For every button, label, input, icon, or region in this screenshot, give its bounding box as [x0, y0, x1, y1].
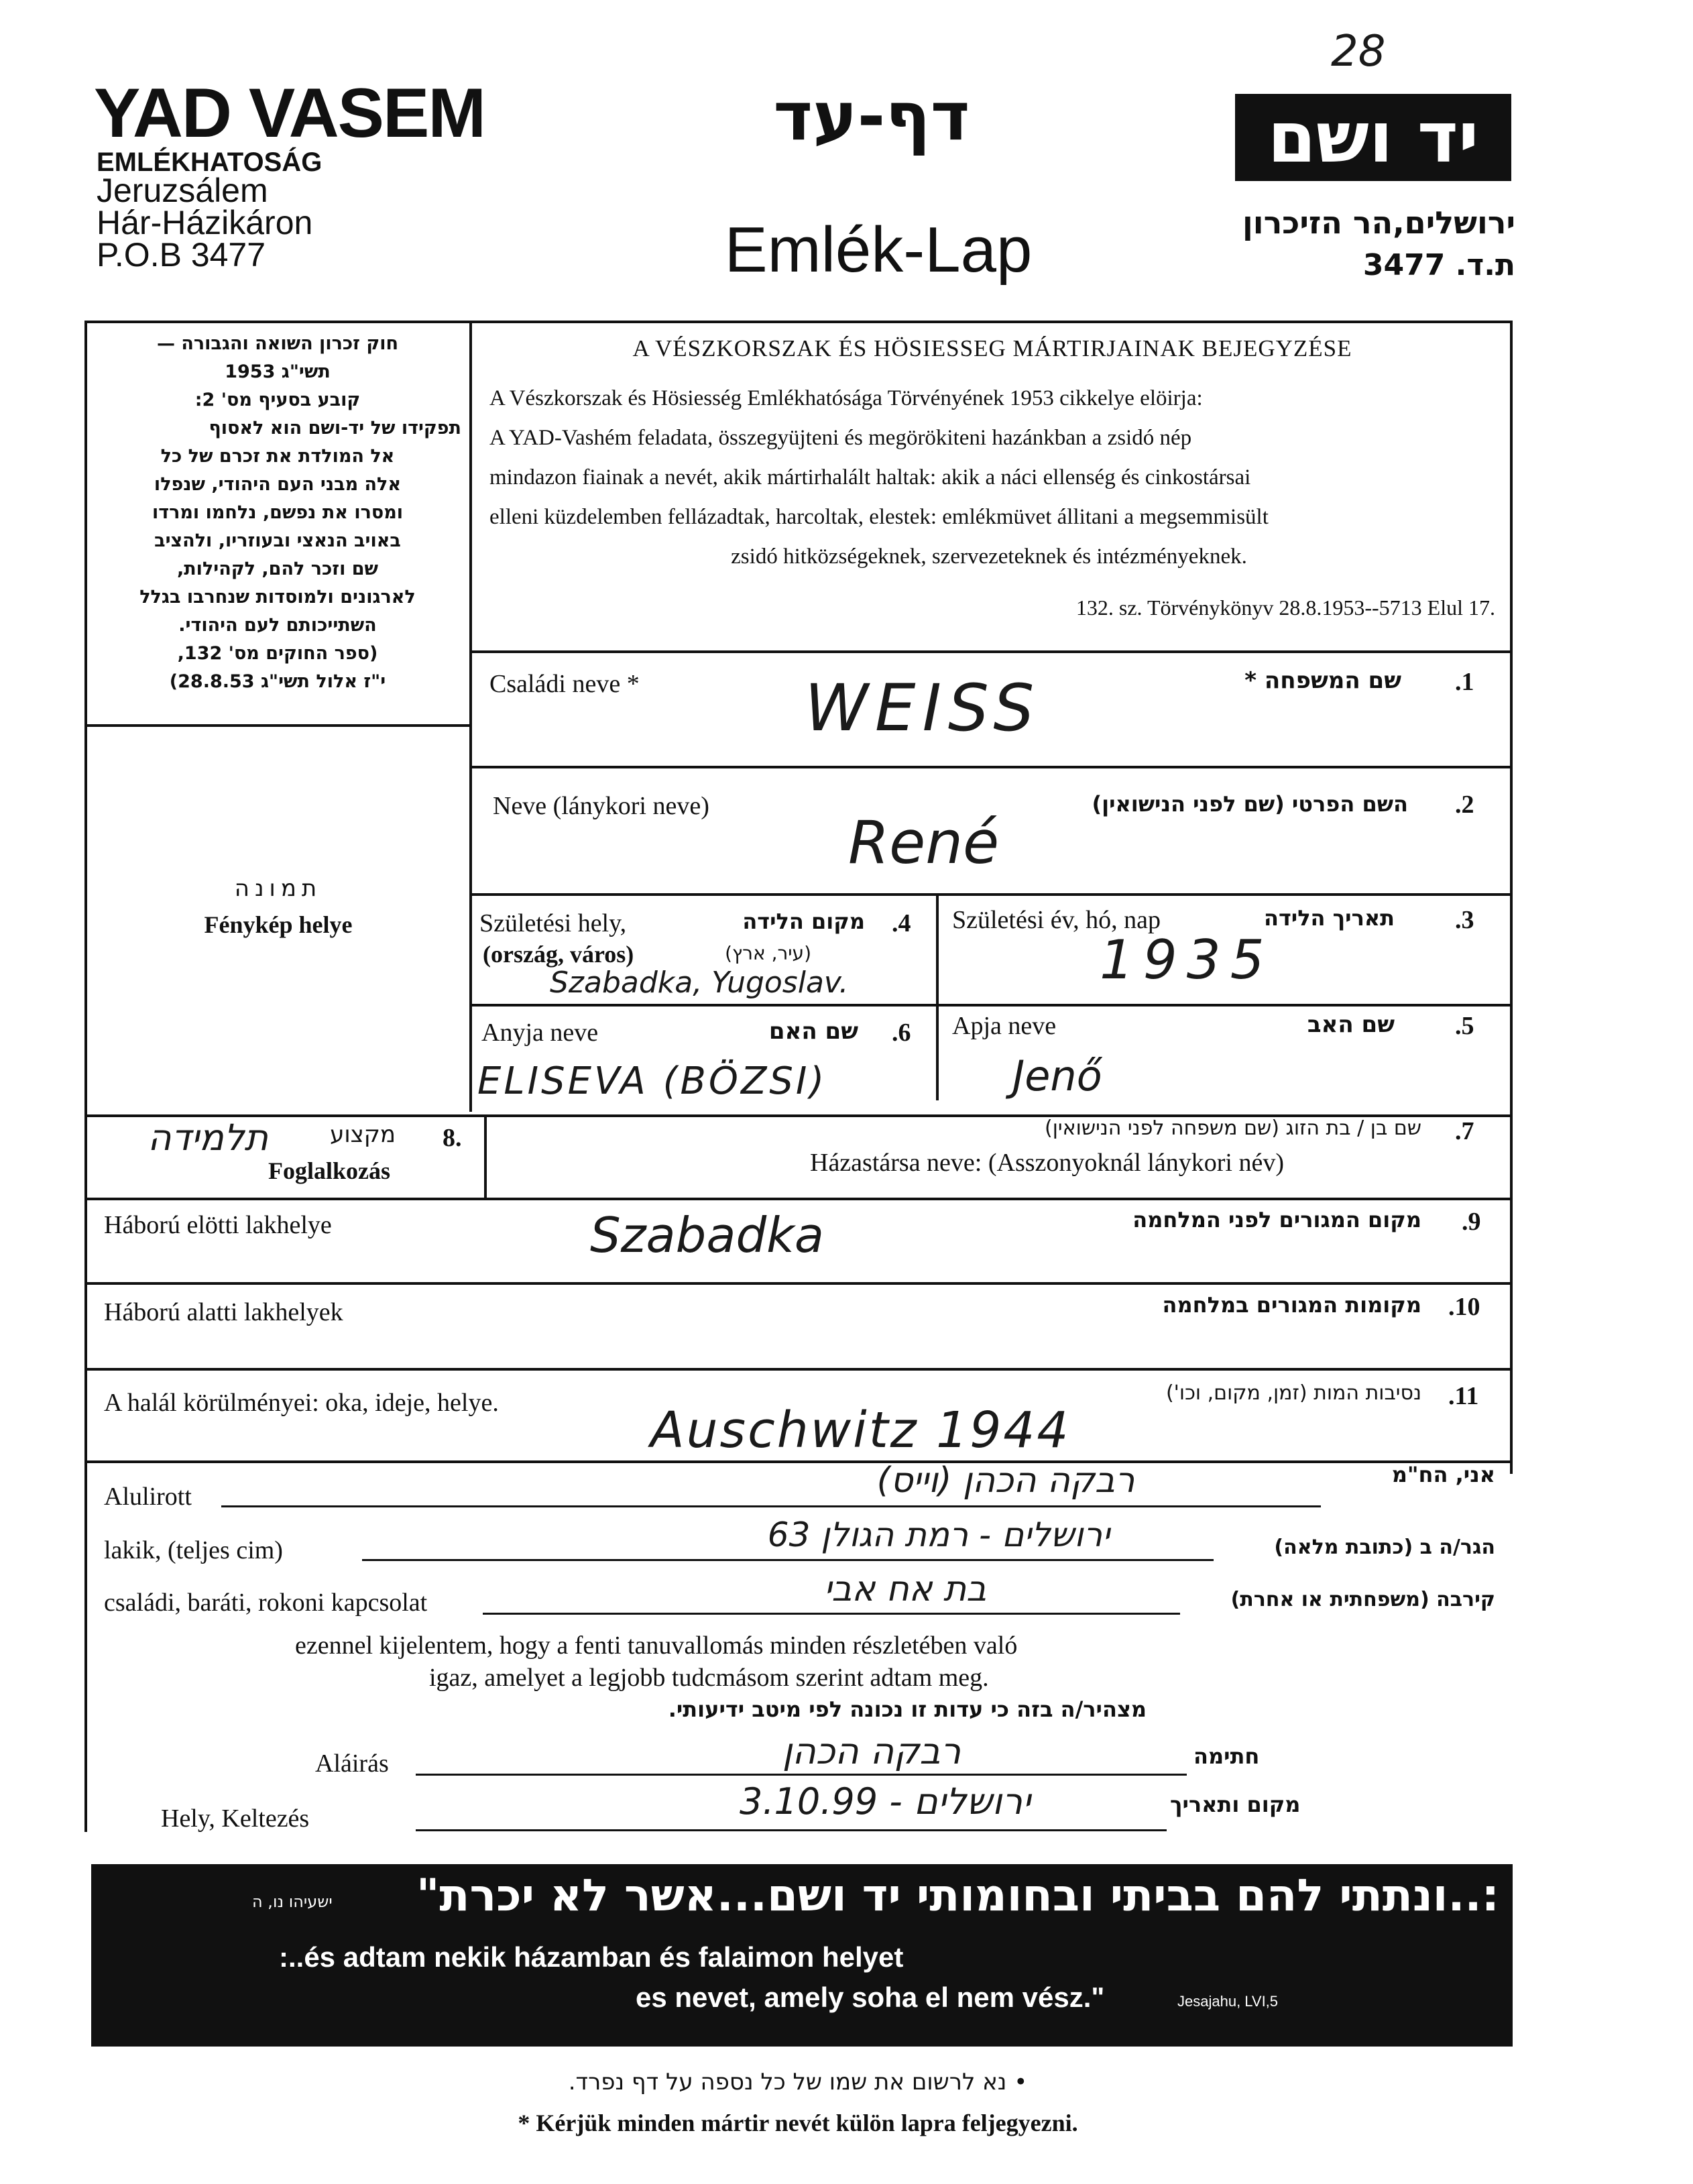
declarant-relation-line	[483, 1613, 1180, 1615]
preamble-line: elleni küzdelemben fellázadtak, harcoltak, elestek: emlékmüvet állitani a megsemmisült	[489, 505, 1269, 529]
law-line: חוק זכרון השואה והגבורה —	[156, 333, 399, 354]
declarant-name-line	[221, 1505, 1321, 1507]
preamble-title: A VÉSZKORSZAK ÉS HÖSIESSEG MÁRTIRJAINAK BEJEGYZÉSE	[632, 335, 1352, 361]
law-box	[94, 330, 461, 696]
field10-label: Háború alatti lakhelyek	[104, 1298, 343, 1326]
field9-hebrew: מקום המגורים לפני המלחמה	[1132, 1207, 1421, 1232]
field8-num: 8.	[443, 1124, 462, 1152]
law-line: שם וזכר להם, לקהילות,	[176, 559, 379, 579]
declarant-address-value[interactable]: ירושלים - רמת הגולן 63	[767, 1515, 1110, 1554]
field7-label: Házastársa neve: (Asszonyoknál lánykori név)	[810, 1149, 1284, 1177]
page-title: Emlék-Lap	[724, 214, 1033, 286]
place-date-label: Hely, Keltezés	[161, 1804, 310, 1833]
declarant-relation-label: családi, baráti, rokoni kapcsolat	[104, 1589, 428, 1617]
row3-mid-vertical	[936, 896, 939, 1100]
declarant-relation-value[interactable]: בת אח אבי	[823, 1569, 987, 1609]
field6-hebrew: שם האם	[768, 1018, 858, 1045]
logo-text: יד ושם	[1267, 97, 1479, 178]
declarant-address-hebrew: הגר/ה ב (כתובת מלאה)	[1274, 1536, 1495, 1559]
hebrew-address-1: ירושלים,הר הזיכרון	[1242, 205, 1515, 241]
quote-banner	[91, 1864, 1513, 2047]
footer-hungarian: * Kérjük minden mártir nevét külön lapra feljegyezni.	[518, 2110, 1078, 2136]
yad-vashem-logo	[1235, 94, 1511, 181]
field3-hebrew: תאריך הלידה	[1263, 905, 1395, 931]
signature-line	[416, 1774, 1187, 1776]
field2-num: .2	[1455, 791, 1474, 819]
field2-label: Neve (lánykori neve)	[493, 792, 709, 820]
row3-bottom	[469, 1004, 1513, 1007]
law-line: ומסרו את נפשם, נלחמו ומרדו	[152, 502, 404, 523]
declarant-name-hebrew: אני, הח"מ	[1391, 1462, 1495, 1487]
declarant-relation-hebrew: קירבה (משפחתית או אחרת)	[1230, 1588, 1495, 1611]
frame-left	[84, 321, 87, 1832]
declarant-address-label: lakik, (teljes cim)	[104, 1536, 283, 1564]
field3-label: Születési év, hó, nap	[952, 906, 1161, 934]
law-line: השתייכותם לעם היהודי.	[178, 615, 377, 636]
frame-divider-vertical	[469, 321, 472, 1112]
field6-value[interactable]: ELISEVA (BÖZSI)	[477, 1059, 827, 1103]
law-line: אלה מבני העם היהודי, שנפלו	[154, 474, 402, 495]
banner-line-2: es nevet, amely soha el nem vész."	[636, 1981, 1105, 2013]
field3-num: .3	[1455, 906, 1474, 934]
banner-ref: Jesajahu, LVI,5	[1177, 1993, 1279, 2010]
law-line: י"ז אלול תשי"ג 28.8.53)	[169, 671, 386, 692]
banner-hebrew: :..ונתתי להם בביתי ובחומותי יד ושם...אשר לא יכרת"	[416, 1870, 1499, 1921]
field10-num: .10	[1448, 1293, 1480, 1321]
row7-bottom	[84, 1368, 1513, 1371]
preamble-line: A YAD-Vashém feladata, összegyüjteni és megörökiteni hazánkban a zsidó nép	[489, 426, 1192, 450]
field1-value[interactable]: WEISS	[805, 671, 1041, 746]
footer-hebrew: • נא לרשום את שמו של כל נספה על דף נפרד.	[568, 2069, 1028, 2095]
field1-hebrew: שם המשפחה *	[1244, 667, 1401, 694]
declaration-line-2: igaz, amelyet a legjobb tudcmásom szerint adtam meg.	[429, 1664, 989, 1692]
declarant-name-label: Alulirott	[104, 1483, 192, 1511]
field5-num: .5	[1455, 1012, 1474, 1040]
field8-value[interactable]: תלמידה	[148, 1116, 268, 1159]
preamble-line: mindazon fiainak a nevét, akik mártirhalált haltak: akik a náci ellenség és cinkostársai	[489, 465, 1251, 490]
preamble-line: zsidó hitközségeknek, szervezeteknek és intézményeknek.	[731, 544, 1247, 569]
law-line: (ספר החוקים מס' 132,	[177, 643, 378, 664]
field11-hebrew: נסיבות המות (זמן, מקום, וכו')	[1165, 1381, 1421, 1405]
law-line: אל המולדת את זכרם של כל	[160, 446, 395, 467]
photo-hebrew: תמונה	[234, 875, 323, 902]
hebrew-address-2: ת.ד. 3477	[1362, 248, 1515, 282]
law-line: תפקידו של יד-ושם הוא לאסוף	[209, 418, 461, 439]
law-line: תשי"ג 1953	[225, 361, 331, 382]
row6-bottom	[84, 1282, 1513, 1285]
org-sub: EMLÉKHATOSÁG	[97, 148, 323, 177]
row2-bottom	[469, 893, 1513, 896]
row5-bottom	[84, 1198, 1513, 1200]
preamble-citation: 132. sz. Törvénykönyv 28.8.1953--5713 Elul 17.	[1075, 595, 1495, 620]
law-line: לארגונים ולמוסדות שנחרבו בגלל	[139, 587, 416, 608]
declarant-address-line	[362, 1559, 1214, 1561]
field5-hebrew: שם האב	[1307, 1011, 1395, 1038]
title-hebrew: דף-עד	[773, 77, 970, 156]
place-date-line	[416, 1829, 1167, 1831]
frame-top	[84, 321, 1513, 323]
org-name: YAD VASEM	[94, 74, 485, 152]
field4-label: Születési hely,	[479, 909, 627, 937]
declaration-line-1: ezennel kijelentem, hogy a fenti tanuvallomás minden részletében való	[295, 1631, 1018, 1660]
preamble-text	[489, 379, 1488, 577]
field2-hebrew: השם הפרטי (שם לפני הנישואין)	[1092, 791, 1408, 817]
field5-label: Apja neve	[952, 1012, 1057, 1040]
field9-num: .9	[1462, 1208, 1481, 1236]
law-line: באויב הנאצי ובעוזריו, ולהציב	[154, 530, 401, 551]
preamble-line: A Vészkorszak és Hösiesség Emlékhatósága Törvényének 1953 cikkelye elöirja:	[489, 386, 1203, 410]
field4-hebrew2: (עיר, ארץ)	[725, 942, 811, 964]
field1-num: .1	[1455, 668, 1474, 696]
banner-hebrew-ref: ישעיהו נו, ה	[252, 1892, 333, 1911]
preamble-bottom	[469, 650, 1513, 653]
address-line-2: Hár-Házikáron	[97, 204, 313, 241]
field11-label: A halál körülményei: oka, ideje, helye.	[104, 1389, 499, 1417]
field4-value[interactable]: Szabadka, Yugoslav.	[550, 966, 849, 1000]
row1-bottom	[469, 766, 1513, 768]
address-line-1: Jeruzsálem	[97, 172, 268, 209]
declaration-hebrew: מצהיר/ה בזה כי עדות זו נכונה לפי מיטב ידיעותי.	[668, 1697, 1147, 1722]
law-line: קובע בסעיף מס' 2:	[194, 390, 361, 410]
field9-label: Háború elötti lakhelye	[104, 1211, 332, 1239]
field11-num: .11	[1448, 1382, 1479, 1410]
field8-hebrew: מקצוע	[330, 1121, 396, 1148]
field9-value[interactable]: Szabadka	[590, 1207, 824, 1263]
frame-right	[1510, 321, 1513, 1474]
field7-hebrew: שם בן / בת הזוג (שם משפחה לפני הנישואין)	[1045, 1116, 1421, 1140]
field5-value[interactable]: Jenő	[1012, 1051, 1102, 1100]
signature-label: Aláirás	[315, 1749, 389, 1778]
field11-value[interactable]: Auschwitz 1944	[650, 1401, 1071, 1459]
page-number: 28	[1331, 27, 1386, 76]
field10-hebrew: מקומות המגורים במלחמה	[1162, 1292, 1421, 1318]
address-line-3: P.O.B 3477	[97, 236, 266, 274]
place-date-value[interactable]: ירושלים - 3.10.99	[739, 1780, 1031, 1823]
signature-value[interactable]: רבקה הכהן	[782, 1730, 961, 1772]
field1-label: Családi neve *	[489, 670, 640, 698]
place-date-hebrew: מקום ותאריך	[1170, 1792, 1301, 1817]
field4-hebrew: מקום הלידה	[742, 909, 865, 934]
field8-label: Foglalkozás	[268, 1157, 391, 1184]
row5-divider-vertical	[484, 1114, 487, 1198]
banner-line-1: :..és adtam nekik házamban és falaimon helyet	[279, 1941, 904, 1973]
law-box-bottom	[84, 724, 472, 727]
field7-num: .7	[1455, 1117, 1474, 1145]
field4-num: .4	[892, 909, 911, 937]
declarant-name-value[interactable]: רבקה הכהן (וייס)	[876, 1460, 1135, 1501]
photo-label: Fénykép helye	[204, 911, 353, 938]
signature-hebrew: חתימה	[1193, 1743, 1260, 1769]
field6-num: .6	[892, 1019, 911, 1047]
field3-value[interactable]: 1935	[1100, 929, 1274, 991]
field6-label: Anyja neve	[481, 1019, 599, 1047]
field4-label2: (ország, város)	[483, 941, 634, 968]
field2-value[interactable]: René	[848, 808, 1000, 877]
